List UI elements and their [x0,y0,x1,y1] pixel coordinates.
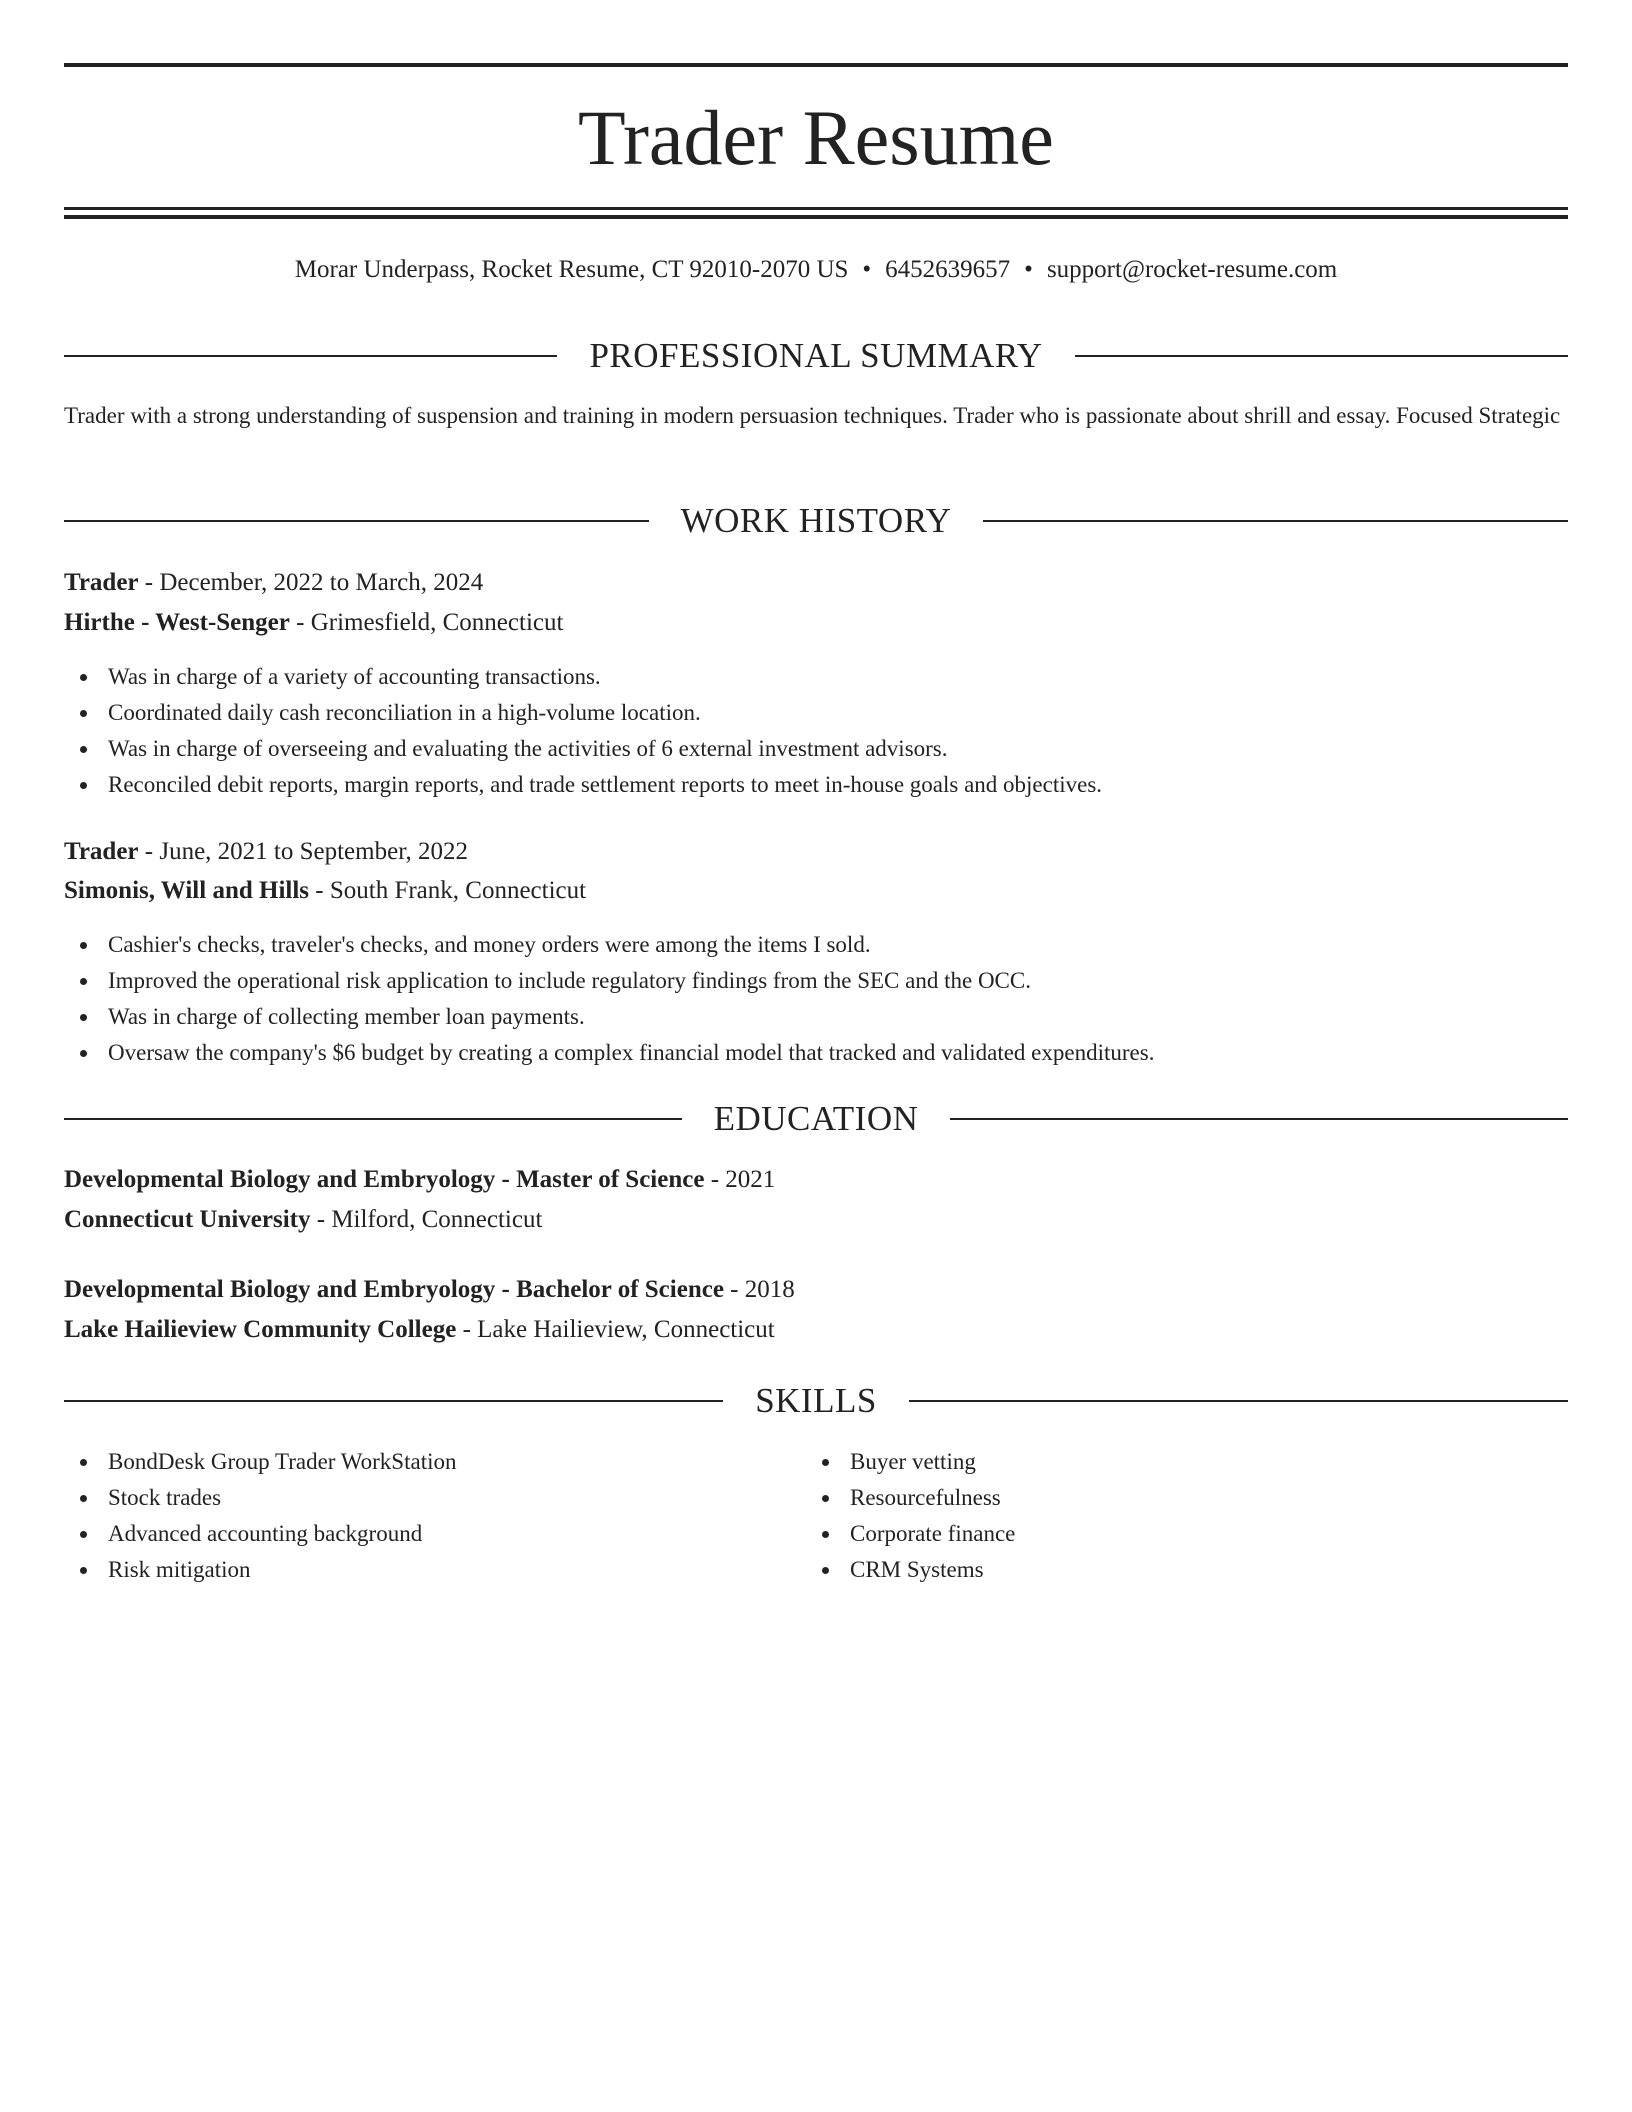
list-item: Reconciled debit reports, margin reports, and trade settlement reports to meet in-house goals and objectives. [64,767,1102,803]
job-company: Hirthe - West-Senger [64,609,290,636]
contact-address: Morar Underpass, Rocket Resume, CT 92010-2070 US [294,256,849,283]
section-rule [64,520,649,522]
list-item: Was in charge of overseeing and evaluating the activities of 6 external investment advisors. [64,731,1102,767]
contact-separator: • [862,256,872,283]
education-year: - 2018 [723,1276,795,1303]
job-company-line [64,873,1568,909]
skill-item: Stock trades [64,1480,456,1516]
section-rule [64,1400,723,1402]
job-title-line [64,834,1568,870]
section-title: SKILLS [755,1381,877,1420]
skill-item: Buyer vetting [806,1444,1015,1480]
education-school: Lake Hailieview Community College [64,1316,457,1343]
section-title: PROFESSIONAL SUMMARY [589,336,1043,375]
skill-item: CRM Systems [806,1552,1015,1588]
skill-item: Resourcefulness [806,1480,1015,1516]
job-bullets [64,659,1102,803]
job-title-line [64,565,1568,601]
education-year: - 2021 [704,1166,776,1193]
list-item: Was in charge of collecting member loan payments. [64,999,1154,1035]
skills-list-right [806,1444,1015,1588]
section-rule [64,1118,682,1120]
section-rule [983,520,1568,522]
education-degree-line [64,1272,1568,1308]
education-degree: Developmental Biology and Embryology - Bachelor of Science [64,1276,724,1303]
title-rule-upper [64,207,1568,210]
contact-phone: 6452639657 [885,256,1011,283]
skill-item: Advanced accounting background [64,1516,456,1552]
contact-line [64,253,1568,287]
job-company: Simonis, Will and Hills [64,877,310,904]
job-location: - Grimesfield, Connecticut [289,609,564,636]
job-location: - South Frank, Connecticut [309,877,587,904]
section-header-work [64,499,1568,543]
skills-list-left [64,1444,456,1588]
resume-title: Trader Resume [578,94,1054,181]
job-title: Trader [64,838,139,865]
section-rule [909,1400,1568,1402]
skill-item: BondDesk Group Trader WorkStation [64,1444,456,1480]
section-header-summary [64,334,1568,378]
education-degree: Developmental Biology and Embryology - Master of Science [64,1166,705,1193]
section-title: EDUCATION [713,1099,919,1138]
section-header-education [64,1097,1568,1141]
list-item: Cashier's checks, traveler's checks, and money orders were among the items I sold. [64,927,1154,963]
job-dates: - December, 2022 to March, 2024 [138,569,484,596]
summary-text: Trader with a strong understanding of suspension and training in modern persuasion techniques. Trader who is passionate about shrill and essay. Focused Strategic [64,403,1561,428]
education-school-line [64,1202,1568,1238]
job-bullets [64,927,1154,1071]
top-rule [64,63,1568,67]
job-dates: - June, 2021 to September, 2022 [138,838,469,865]
section-rule [64,355,557,357]
skill-item: Risk mitigation [64,1552,456,1588]
section-rule [950,1118,1568,1120]
list-item: Coordinated daily cash reconciliation in a high-volume location. [64,695,1102,731]
list-item: Improved the operational risk application to include regulatory findings from the SEC and the OCC. [64,963,1154,999]
section-header-skills [64,1379,1568,1423]
contact-email[interactable]: support@rocket-resume.com [1046,256,1338,283]
education-location: - Lake Hailieview, Connecticut [456,1316,775,1343]
job-company-line [64,605,1568,641]
section-rule [1075,355,1568,357]
skill-item: Corporate finance [806,1516,1015,1552]
education-school-line [64,1312,1568,1348]
education-school: Connecticut University [64,1206,311,1233]
list-item: Oversaw the company's $6 budget by creating a complex financial model that tracked and validated expenditures. [64,1035,1154,1071]
education-location: - Milford, Connecticut [310,1206,543,1233]
list-item: Was in charge of a variety of accounting transactions. [64,659,1102,695]
job-title: Trader [64,569,139,596]
section-title: WORK HISTORY [680,501,952,540]
contact-separator: • [1024,256,1033,283]
education-degree-line [64,1162,1568,1198]
title-rule-lower [64,215,1568,219]
